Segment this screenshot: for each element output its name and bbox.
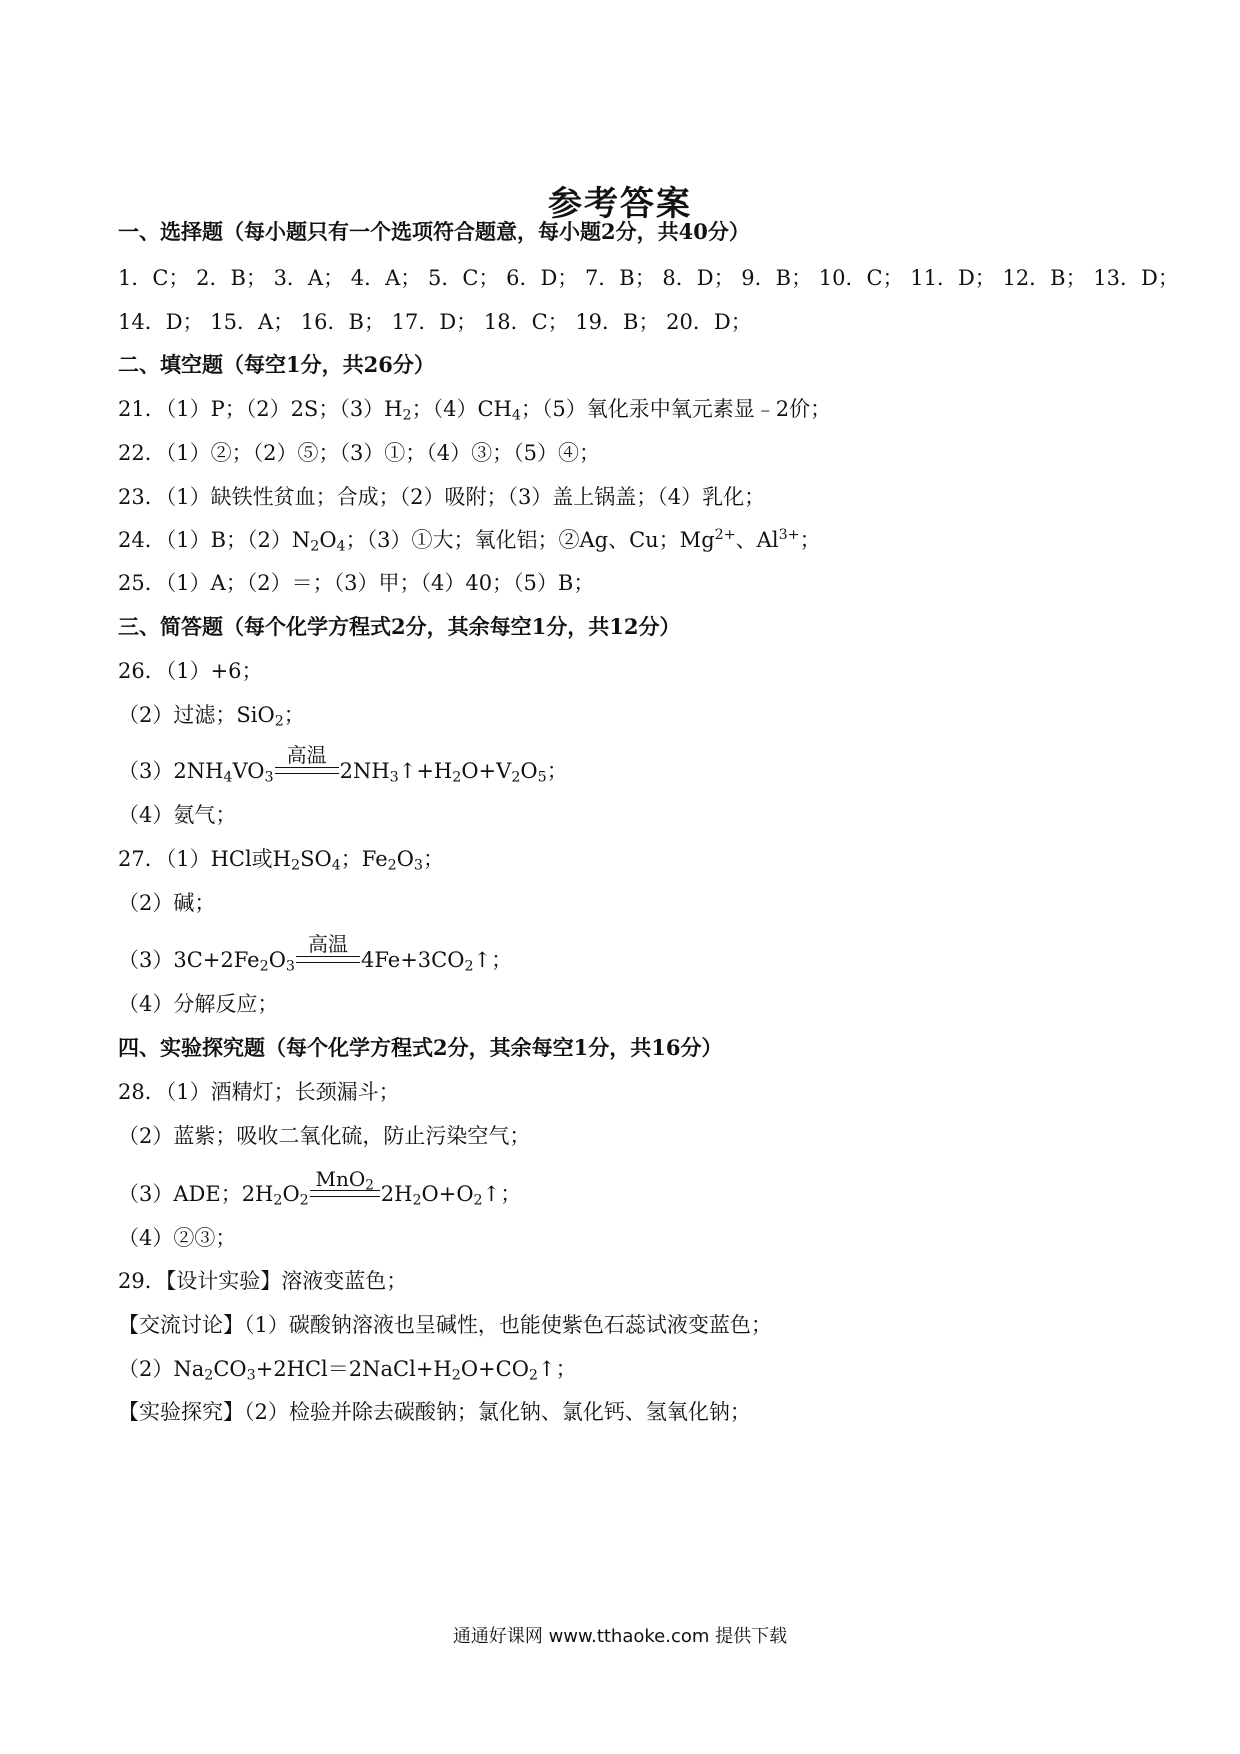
- q29-part-3-equation: $(2)Na_2CO_3+2HCl=2NaCl+H_2O+CO_2↑$；: [118, 1357, 577, 1384]
- q29-part-1: 29．【设计实验】溶液变蓝色；: [118, 1269, 408, 1293]
- q27-part-2: （2）碱；: [118, 891, 216, 915]
- q29-part-4: 【实验探究】（2）检验并除去碳酸钠；氯化钠、氯化钙、氢氧化钠；: [118, 1400, 751, 1424]
- q21-answer: 21．（1）P；（2）2S；$(3)H_2$；$(4)CH_4$；（5）氧化汞中氧元素显﹣2价；: [118, 397, 832, 424]
- q28-part-4: （4）②③；: [118, 1226, 237, 1250]
- q27-part-3-equation: $(3)3C+2Fe_2O_3$ 高温 $4Fe+3CO_2↑$；: [118, 932, 513, 975]
- q26-part-1: 26．（1）+6；: [118, 659, 263, 683]
- section-3-heading: 三、简答题（每个化学方程式2分，其余每空1分，共12分）: [118, 614, 681, 639]
- q28-part-2: （2）蓝紫；吸收二氧化硫，防止污染空气；: [118, 1124, 531, 1148]
- page-title: 参考答案: [548, 184, 692, 224]
- q27-part-4: （4）分解反应；: [118, 992, 279, 1016]
- q26-part-2: （2）过滤；SiO$_2$；: [118, 703, 305, 730]
- footer-source-note: 通通好课网 www.tthaoke.com 提供下载: [452, 1626, 788, 1647]
- section-1-heading: 一、选择题（每小题只有一个选项符合题意，每小题2分，共40分）: [118, 219, 750, 244]
- choice-answers-row-1: 1．C； 2．B； 3．A； 4．A； 5．C； 6．D； 7．B； 8．D； 9．B； 10．C； 11．D； 12．B； 13．D；: [118, 266, 1179, 290]
- q27-part-1: 27．（1）HCl或$H_2SO_4$；$Fe_2O_3$；: [118, 847, 444, 874]
- q25-answer: 25．（1）A；（2）＝；（3）甲；（4）40；（5）B；: [118, 571, 595, 595]
- q24-answer: 24．（1）B；$(2)N_2O_4$；（3）①大；氧化铝；②Ag、Cu；$Mg^{2+}$、$Al^{3+}$；: [118, 527, 821, 555]
- catalyst-condition-sign: MnO$_2$: [310, 1182, 380, 1206]
- section-2-heading: 二、填空题（每空1分，共26分）: [118, 352, 435, 377]
- q29-part-2: 【交流讨论】（1）碳酸钠溶液也呈碱性，也能使紫色石蕊试液变蓝色；: [118, 1313, 772, 1337]
- q22-answer: 22．（1）②；（2）⑤；（3）①；（4）③；（5）④；: [118, 441, 601, 465]
- q23-answer: 23．（1）缺铁性贫血；合成；（2）吸附；（3）盖上锅盖；（4）乳化；: [118, 485, 766, 509]
- q26-part-3-equation: $(3)2NH_4VO_3$ 高温 $2NH_3↑+H_2O+V_2O_5$；: [118, 743, 568, 786]
- reaction-condition-sign: 高温: [296, 948, 360, 972]
- section-4-heading: 四、实验探究题（每个化学方程式2分，其余每空1分，共16分）: [118, 1035, 723, 1060]
- q28-part-3-equation: （3）ADE；$2H_2O_2$ MnO$_2$ $2H_2O+O_2↑$；: [118, 1167, 522, 1209]
- reaction-condition-sign: 高温: [275, 759, 339, 783]
- choice-answers-row-2: 14．D； 15．A； 16．B； 17．D； 18．C； 19．B； 20．D；: [118, 310, 752, 334]
- q26-part-4: （4）氨气；: [118, 803, 237, 827]
- q28-part-1: 28．（1）酒精灯；长颈漏斗；: [118, 1080, 400, 1104]
